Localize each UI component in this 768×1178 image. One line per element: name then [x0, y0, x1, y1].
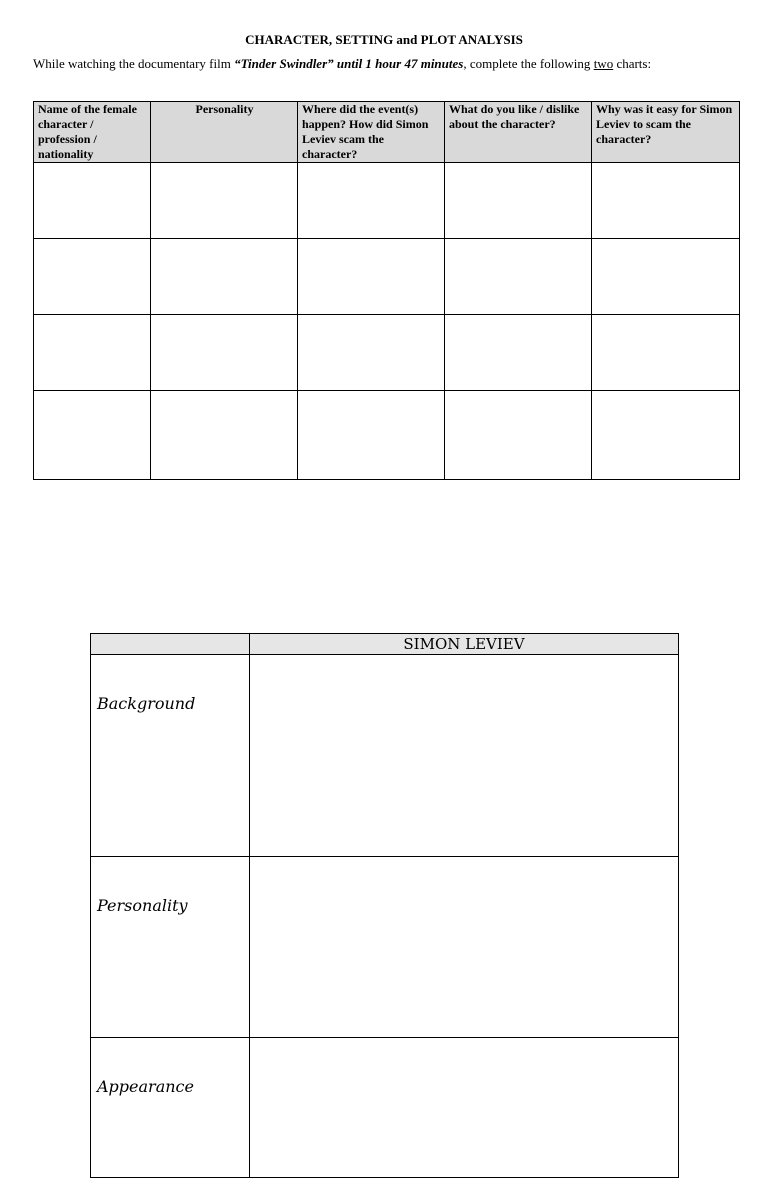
table-cell[interactable] — [592, 391, 740, 480]
table-row — [34, 391, 740, 480]
appearance-answer-cell[interactable] — [250, 1038, 679, 1178]
table-cell[interactable] — [34, 391, 151, 480]
table-cell[interactable] — [151, 163, 298, 239]
background-answer-cell[interactable] — [250, 655, 679, 857]
table-cell[interactable] — [445, 239, 592, 315]
personality-answer-cell[interactable] — [250, 857, 679, 1038]
character-analysis-table — [33, 101, 740, 480]
column-header-simon-leviev: SIMON LEVIEV — [250, 634, 679, 655]
table-cell[interactable] — [445, 163, 592, 239]
table-header-row — [91, 634, 679, 655]
table-cell[interactable] — [592, 239, 740, 315]
table-cell[interactable] — [151, 391, 298, 480]
table-row — [91, 1038, 679, 1178]
intro-text-middle: , complete the following — [463, 56, 594, 71]
table-cell[interactable] — [592, 315, 740, 391]
table-row — [34, 315, 740, 391]
table-header-row — [34, 102, 740, 163]
column-header-why-easy: Why was it easy for Simon Leviev to scam the character? — [592, 102, 740, 163]
film-title: “Tinder Swindler” until 1 hour 47 minutes — [234, 56, 464, 71]
table-cell[interactable] — [445, 391, 592, 480]
simon-leviev-table — [90, 633, 679, 1178]
table-cell[interactable] — [298, 391, 445, 480]
table-cell[interactable] — [298, 315, 445, 391]
instructions — [33, 56, 651, 72]
corner-cell — [91, 634, 250, 655]
table-cell[interactable] — [34, 163, 151, 239]
column-header-personality: Personality — [151, 102, 298, 163]
table-row — [34, 163, 740, 239]
table-row — [34, 239, 740, 315]
table-cell[interactable] — [592, 163, 740, 239]
table-cell[interactable] — [151, 239, 298, 315]
table-cell[interactable] — [298, 239, 445, 315]
row-label-personality: Personality — [91, 857, 250, 1038]
table-cell[interactable] — [34, 315, 151, 391]
table-row — [91, 655, 679, 857]
intro-text-end: charts: — [613, 56, 652, 71]
table-cell[interactable] — [151, 315, 298, 391]
intro-underlined-word: two — [593, 56, 614, 71]
table-cell[interactable] — [298, 163, 445, 239]
row-label-appearance: Appearance — [91, 1038, 250, 1178]
table-cell[interactable] — [34, 239, 151, 315]
table-row — [91, 857, 679, 1038]
column-header-events: Where did the event(s) happen? How did Simon Leviev scam the character? — [298, 102, 445, 163]
column-header-like-dislike: What do you like / dislike about the character? — [445, 102, 592, 163]
page-title: CHARACTER, SETTING and PLOT ANALYSIS — [245, 32, 523, 47]
row-label-background: Background — [91, 655, 250, 857]
table-cell[interactable] — [445, 315, 592, 391]
column-header-name: Name of the female character / profession / nationality — [34, 102, 151, 163]
intro-text-start: While watching the documentary film — [33, 56, 235, 71]
